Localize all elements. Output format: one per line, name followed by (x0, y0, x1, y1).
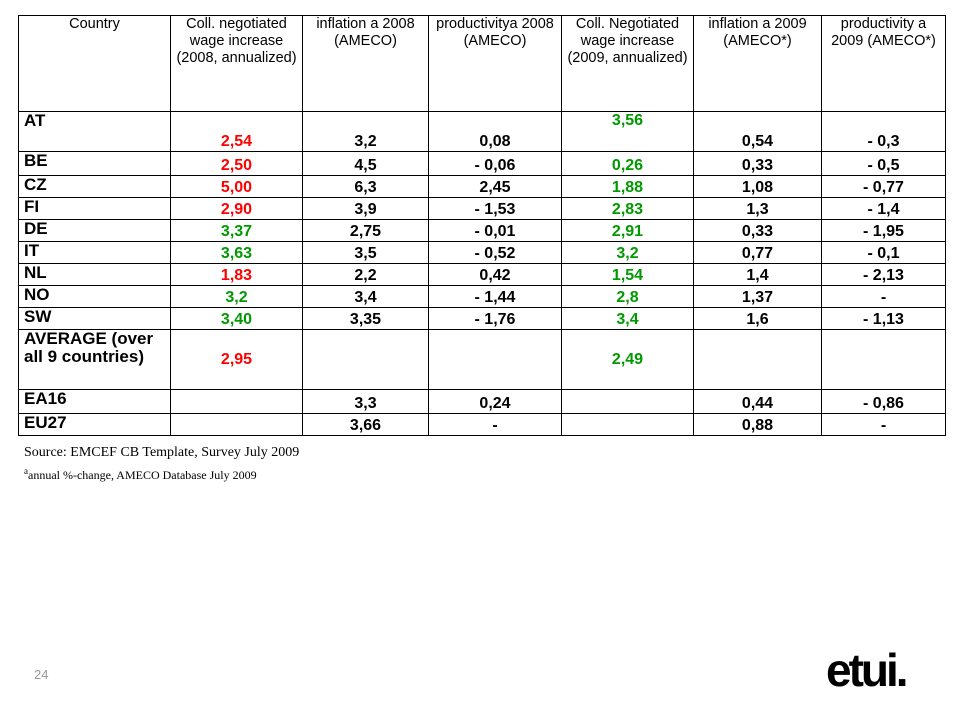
inflation-2009-cell: 0,88 (694, 414, 822, 436)
inflation-2008-cell: 3,5 (303, 242, 429, 264)
table-row (19, 308, 946, 330)
inflation-2009-cell: 0,33 (694, 220, 822, 242)
inflation-2008-cell: 3,4 (303, 286, 429, 308)
inflation-2008-cell (303, 330, 429, 390)
productivity-2008-cell: - 0,01 (429, 220, 562, 242)
table-row (19, 152, 946, 176)
wage-2008-cell: 3,40 (171, 308, 303, 330)
productivity-2008-cell: - 0,06 (429, 152, 562, 176)
wage-2009-cell: 2,91 (562, 220, 694, 242)
inflation-2009-cell: 1,6 (694, 308, 822, 330)
footnote-text: annual %-change, AMECO Database July 2009 (28, 468, 257, 482)
inflation-2009-cell: 1,3 (694, 198, 822, 220)
country-cell: FI (19, 198, 171, 220)
table-row (19, 390, 946, 414)
productivity-2009-cell: - 0,86 (822, 390, 946, 414)
wage-2009-cell: 0,26 (562, 152, 694, 176)
wage-2008-cell: 3,2 (171, 286, 303, 308)
wage-2008-cell: 2,95 (171, 330, 303, 390)
inflation-2008-cell: 3,66 (303, 414, 429, 436)
inflation-2009-cell: 0,44 (694, 390, 822, 414)
productivity-2009-cell: - 0,77 (822, 176, 946, 198)
table-row (19, 330, 946, 390)
inflation-2008-cell: 2,2 (303, 264, 429, 286)
productivity-2009-cell: - 0,1 (822, 242, 946, 264)
productivity-2009-cell: - 1,13 (822, 308, 946, 330)
country-cell: NO (19, 286, 171, 308)
table-row (19, 176, 946, 198)
productivity-2009-cell: - 1,4 (822, 198, 946, 220)
productivity-2008-cell: - 1,76 (429, 308, 562, 330)
wage-2008-cell: 2,50 (171, 152, 303, 176)
inflation-2008-cell: 4,5 (303, 152, 429, 176)
inflation-2008-cell: 6,3 (303, 176, 429, 198)
wage-2009-cell: 3,56 (562, 112, 694, 152)
table-body (19, 112, 946, 436)
table-row (19, 242, 946, 264)
table-row (19, 112, 946, 152)
footnote-marker: a (24, 466, 28, 476)
productivity-2009-cell (822, 330, 946, 390)
productivity-2009-cell: - 2,13 (822, 264, 946, 286)
header-wage-2008: Coll. negotiated wage increase (2008, annualized) (171, 16, 303, 112)
country-cell: BE (19, 152, 171, 176)
wage-2009-cell (562, 390, 694, 414)
header-productivity-2009: productivity a 2009 (AMECO*) (822, 16, 946, 112)
wage-2008-cell: 1,83 (171, 264, 303, 286)
header-productivity-2008: productivitya 2008 (AMECO) (429, 16, 562, 112)
wage-2008-cell (171, 390, 303, 414)
country-cell: NL (19, 264, 171, 286)
wage-2008-cell: 2,90 (171, 198, 303, 220)
inflation-2008-cell: 3,3 (303, 390, 429, 414)
wage-2009-cell: 1,54 (562, 264, 694, 286)
productivity-2009-cell: - 0,5 (822, 152, 946, 176)
table-notes (24, 444, 299, 484)
header-inflation-2008: inflation a 2008 (AMECO) (303, 16, 429, 112)
inflation-2009-cell: 0,33 (694, 152, 822, 176)
header-row (19, 16, 946, 112)
productivity-2008-cell (429, 330, 562, 390)
country-cell: EU27 (19, 414, 171, 436)
table-row (19, 286, 946, 308)
productivity-2008-cell: - 1,44 (429, 286, 562, 308)
productivity-2009-cell: - (822, 286, 946, 308)
wage-2009-cell: 2,8 (562, 286, 694, 308)
wage-2008-cell: 5,00 (171, 176, 303, 198)
inflation-2008-cell: 3,35 (303, 308, 429, 330)
productivity-2008-cell: 0,24 (429, 390, 562, 414)
inflation-2008-cell: 3,2 (303, 112, 429, 152)
wage-2008-cell: 3,63 (171, 242, 303, 264)
inflation-2009-cell: 1,37 (694, 286, 822, 308)
inflation-2009-cell: 1,08 (694, 176, 822, 198)
etui-logo-text: etui. (826, 644, 906, 696)
productivity-2008-cell: - (429, 414, 562, 436)
wage-2009-cell: 2,83 (562, 198, 694, 220)
table-row (19, 198, 946, 220)
country-cell: CZ (19, 176, 171, 198)
country-cell: IT (19, 242, 171, 264)
inflation-2009-cell: 0,77 (694, 242, 822, 264)
wage-2009-cell: 1,88 (562, 176, 694, 198)
wage-2009-cell: 3,4 (562, 308, 694, 330)
productivity-2009-cell: - 0,3 (822, 112, 946, 152)
country-cell: AT (19, 112, 171, 152)
productivity-2009-cell: - (822, 414, 946, 436)
inflation-2009-cell (694, 330, 822, 390)
wage-2008-cell: 3,37 (171, 220, 303, 242)
header-country: Country (19, 16, 171, 112)
country-cell: SW (19, 308, 171, 330)
table-row (19, 264, 946, 286)
page-number: 24 (34, 667, 49, 682)
wage-inflation-table (18, 15, 946, 436)
productivity-2008-cell: 2,45 (429, 176, 562, 198)
country-cell: EA16 (19, 390, 171, 414)
source-note: Source: EMCEF CB Template, Survey July 2009 (24, 445, 300, 460)
productivity-2008-cell: 0,42 (429, 264, 562, 286)
productivity-2008-cell: - 1,53 (429, 198, 562, 220)
country-cell: DE (19, 220, 171, 242)
inflation-2008-cell: 3,9 (303, 198, 429, 220)
footnote (24, 462, 299, 484)
table-row (19, 414, 946, 436)
header-wage-2009: Coll. Negotiated wage increase (2009, annualized) (562, 16, 694, 112)
inflation-2008-cell: 2,75 (303, 220, 429, 242)
header-inflation-2009: inflation a 2009 (AMECO*) (694, 16, 822, 112)
productivity-2008-cell: 0,08 (429, 112, 562, 152)
etui-logo (826, 644, 930, 696)
wage-2008-cell (171, 414, 303, 436)
wage-2009-cell: 2,49 (562, 330, 694, 390)
inflation-2009-cell: 1,4 (694, 264, 822, 286)
inflation-2009-cell: 0,54 (694, 112, 822, 152)
wage-2009-cell: 3,2 (562, 242, 694, 264)
wage-2009-cell (562, 414, 694, 436)
country-cell: AVERAGE (over all 9 countries) (19, 330, 171, 390)
table-row (19, 220, 946, 242)
wage-2008-cell: 2,54 (171, 112, 303, 152)
productivity-2008-cell: - 0,52 (429, 242, 562, 264)
productivity-2009-cell: - 1,95 (822, 220, 946, 242)
